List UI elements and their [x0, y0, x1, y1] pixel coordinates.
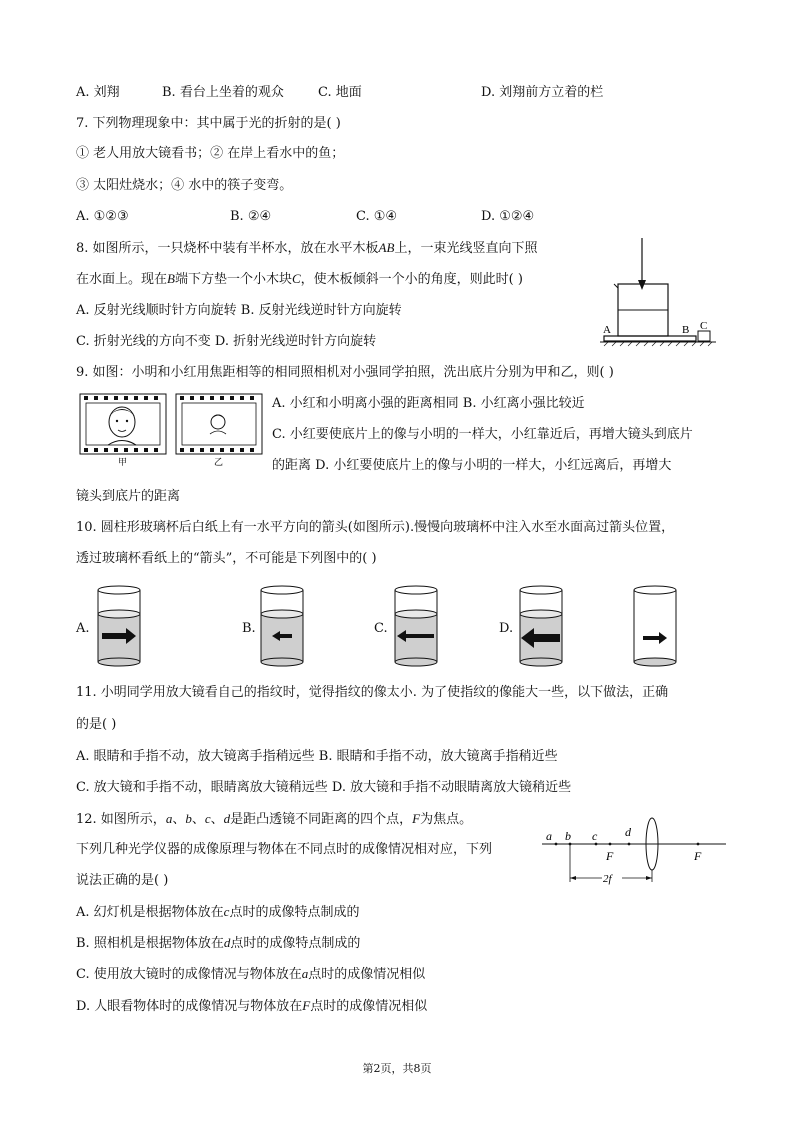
q10-glasses-figure: [92, 582, 692, 672]
q12-label-f-right: F: [694, 849, 702, 863]
q8-stem-line1: 8. 如图所示，一只烧杯中装有半杯水，放在水平木板AB上，一束光线竖直向下照: [76, 240, 538, 256]
q9-options-line3: 的距离 D. 小红要使底片上的像与小明的一样大，小红远离后，再增大: [272, 458, 672, 473]
q10-glass-b: [261, 586, 303, 666]
q6-option-c: C. 地面: [318, 85, 362, 100]
q10-stem-line2: 透过玻璃杯看纸上的“箭头”，不可能是下列图中的( ): [76, 551, 377, 566]
q12-option-d: D. 人眼看物体时的成像情况与物体放在F点时的成像情况相似: [76, 998, 428, 1014]
q9-options-line2: C. 小红要使底片上的像与小明的一样大，小红靠近后，再增大镜头到底片: [272, 427, 693, 442]
q7-option-c: C. ①④: [356, 209, 398, 224]
q9-label-yi: 乙: [214, 457, 224, 466]
q12-stem-line1: 12. 如图所示，a、b、c、d是距凸透镜不同距离的四个点，F为焦点。: [76, 811, 473, 827]
q11-stem-line1: 11. 小明同学用放大镜看自己的指纹时，觉得指纹的像太小. 为了使指纹的像能大一些，以下做法，正确: [76, 685, 669, 700]
q7-items-1: ① 老人用放大镜看书；② 在岸上看水中的鱼；: [76, 146, 345, 161]
q12-label-a: a: [546, 829, 552, 843]
q7-option-a: A. ①②③: [76, 209, 129, 224]
q10-option-d: D.: [499, 621, 514, 636]
q12-option-a: A. 幻灯机是根据物体放在c点时的成像特点制成的: [76, 904, 360, 920]
q10-option-a: A.: [76, 621, 90, 636]
q10-glass-original: [634, 586, 676, 666]
q9-film-figure: [78, 392, 264, 466]
q11-options-line1: A. 眼睛和手指不动，放大镜离手指稍远些 B. 眼睛和手指不动，放大镜离手指稍近些: [76, 749, 558, 764]
q7-option-b: B. ②④: [230, 209, 272, 224]
q12-stem-line3: 说法正确的是( ): [76, 873, 169, 888]
q10-option-b: B.: [242, 621, 256, 636]
q6-option-b: B. 看台上坐着的观众: [162, 85, 284, 100]
q9-options-line1: A. 小红和小明离小强的距离相同 B. 小红离小强比较近: [272, 396, 585, 411]
q12-label-b: b: [565, 829, 571, 843]
q10-stem-line1: 10. 圆柱形玻璃杯后白纸上有一水平方向的箭头(如图所示).慢慢向玻璃杯中注入水至水面高过箭头位置，: [76, 520, 675, 535]
q8-beaker-figure: [598, 234, 718, 354]
q8-label-a: A: [603, 324, 611, 336]
q11-stem-line2: 的是( ): [76, 717, 117, 732]
q9-stem: 9. 如图：小明和小红用焦距相等的相同照相机对小强同学拍照，洗出底片分别为甲和乙，则( ): [76, 365, 614, 380]
q9-label-jia: 甲: [118, 457, 128, 466]
q6-option-d: D. 刘翔前方立着的栏: [481, 85, 604, 100]
q12-option-c: C. 使用放大镜时的成像情况与物体放在a点时的成像情况相似: [76, 966, 426, 982]
q8-label-b: B: [682, 324, 690, 336]
q10-glass-d: [520, 586, 562, 666]
q8-label-c: C: [700, 320, 708, 332]
q7-option-d: D. ①②④: [481, 209, 535, 224]
q12-label-d: d: [625, 825, 631, 839]
q12-label-c: c: [592, 829, 598, 843]
q10-option-c: C.: [374, 621, 388, 636]
q12-label-f-left: F: [606, 849, 614, 863]
q12-option-b: B. 照相机是根据物体放在d点时的成像特点制成的: [76, 935, 361, 951]
q8-stem-line2: 在水面上。现在B端下方垫一个小木块C，使木板倾斜一个小的角度，则此时( ): [76, 271, 523, 287]
q10-glass-a: [98, 586, 140, 666]
q12-stem-line2: 下列几种光学仪器的成像原理与物体在不同点时的成像情况相对应，下列: [76, 842, 493, 857]
q7-items-2: ③ 太阳灶烧水；④ 水中的筷子变弯。: [76, 178, 293, 193]
q6-option-a: A. 刘翔: [76, 85, 120, 100]
q8-options-line2: C. 折射光线的方向不变 D. 折射光线逆时针方向旋转: [76, 334, 377, 349]
q12-label-2f: 2f: [603, 873, 612, 885]
q11-options-line2: C. 放大镜和手指不动，眼睛离放大镜稍远些 D. 放大镜和手指不动眼睛离放大镜稍近些: [76, 780, 572, 795]
q12-lens-figure: [540, 816, 730, 892]
q9-options-line4: 镜头到底片的距离: [76, 489, 181, 504]
q7-stem: 7. 下列物理现象中：其中属于光的折射的是( ): [76, 116, 341, 131]
q10-glass-c: [395, 586, 437, 666]
q8-options-line1: A. 反射光线顺时针方向旋转 B. 反射光线逆时针方向旋转: [76, 303, 402, 318]
page-footer: 第2页，共8页: [362, 1062, 432, 1075]
